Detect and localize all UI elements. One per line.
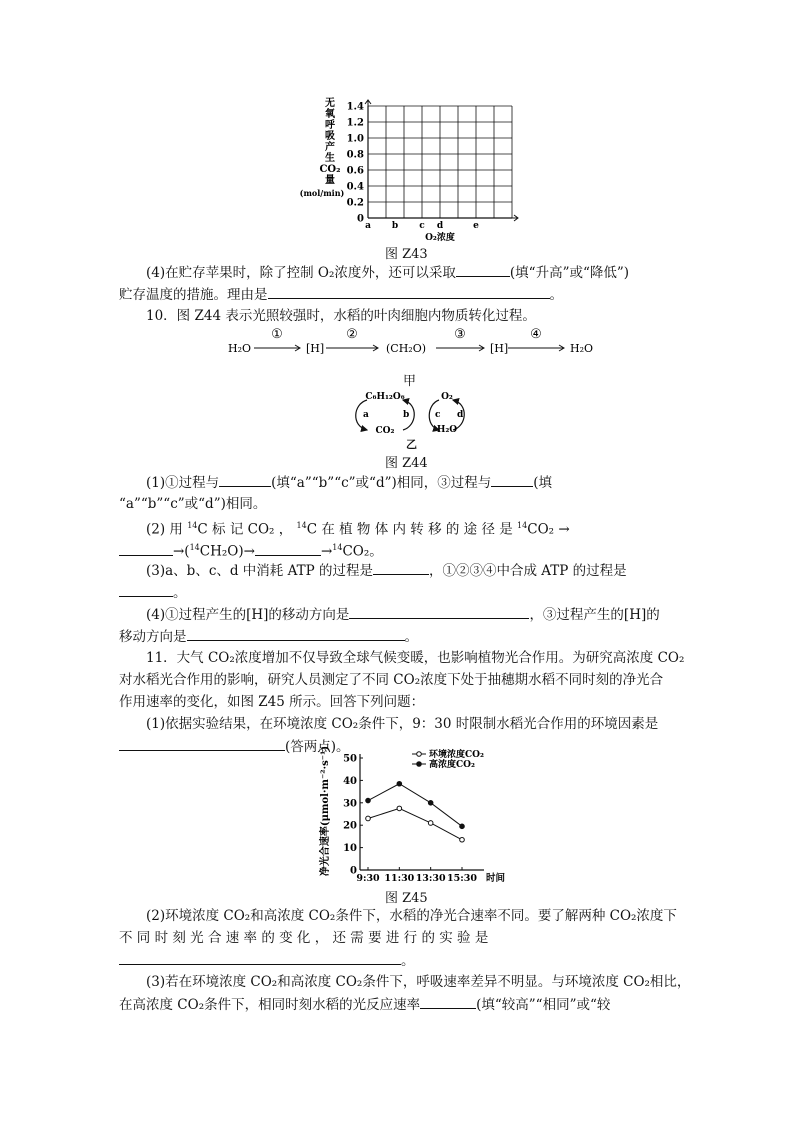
fig45-legend-marker	[417, 762, 422, 767]
fig43-grid	[365, 100, 518, 221]
q11-3-text-b: (填“较高”“相同”或“较	[476, 997, 611, 1013]
q10-3-text-b: ，①②③④中合成 ATP 的过程是	[429, 563, 627, 579]
q11-line1: 11．大气 CO₂浓度增加不仅导致全球气候变暖，也影响植物光合作用。为研究高浓度 CO₂	[146, 650, 685, 666]
q10-3-text-c: 。	[173, 585, 187, 601]
fig43-ylabel	[300, 96, 345, 198]
sup-14-b: 14	[296, 521, 307, 530]
fig43-xticks	[365, 221, 479, 231]
fig43-ylabel-char: 量	[325, 175, 335, 186]
q10-2-text-g: →	[320, 543, 333, 560]
q10-2-text-c: C 在 植 物 体 内 转 移 的 途 径 是	[306, 521, 513, 538]
fig45-point	[366, 816, 371, 821]
q11-1-line2	[119, 736, 350, 757]
q11-2-blank[interactable]	[119, 950, 401, 965]
fig43-ytick: 0.4	[346, 181, 364, 193]
fig44-right-bottom: H₂O	[436, 425, 458, 435]
fig44-step-label: ②	[346, 327, 358, 342]
fig43-xtick: a	[365, 221, 371, 231]
q10-2-text-d: CO₂ →	[527, 521, 570, 538]
fig43-ytick: 0.8	[346, 149, 364, 161]
fig45-point	[460, 824, 465, 829]
q11-1-line1: (1)依据实验结果，在环境浓度 CO₂条件下，9：30 时限制水稻光合作用的环境因素是	[146, 716, 659, 732]
q11-2-line2: 不 同 时 刻 光 合 速 率 的 变 化 ， 还 需 要 进 行 的 实 验 是	[119, 930, 489, 946]
fig45-series-line	[368, 784, 462, 827]
fig45-point	[428, 801, 433, 806]
fig43-ylabel-char: 氧	[325, 109, 335, 120]
fig44-step-label: ③	[454, 327, 466, 342]
fig43-ytick: 0	[357, 213, 364, 225]
fig43-ylabel-unit: (mol/min)	[300, 188, 345, 198]
q11-3-text-a: 在高浓度 CO₂条件下，相同时刻水稻的光反应速率	[119, 997, 421, 1013]
q10-2-text-a: (2) 用	[146, 521, 183, 538]
q10-4-text-b: ，③过程产生的[H]的	[529, 607, 660, 623]
q11-3-line1: (3)若在环境浓度 CO₂和高浓度 CO₂条件下，呼吸速率差异不明显。与环境浓度 CO₂相比，	[146, 974, 691, 990]
fig43-ylabel-char: 无	[325, 98, 335, 109]
fig43-ytick: 0.2	[346, 197, 364, 209]
fig45-ytick: 10	[343, 843, 357, 855]
fig45-xtick: 15:30	[447, 873, 477, 884]
fig43-x-arrow	[512, 215, 518, 221]
q10-1-line1	[146, 472, 552, 493]
fig45-xunit: 时间	[486, 873, 506, 884]
q10-2-blank-2[interactable]	[255, 541, 321, 556]
q11-1-text-b: (答两点)。	[285, 739, 350, 755]
q4-text-b: (填“升高”或“降低”)	[509, 265, 630, 281]
q10-1-line2: “a”“b”“c”或“d”)相同。	[119, 496, 267, 512]
fig43-ylabel-char: 生	[325, 153, 335, 164]
q11-2-line3	[119, 950, 415, 971]
sup-14-a: 14	[187, 521, 198, 530]
fig44-yi-label: 乙	[406, 438, 417, 451]
q10-4-text-d: 。	[404, 629, 418, 645]
fig44-step-label: ④	[530, 327, 542, 342]
fig43-grid-chart	[300, 96, 530, 256]
q4-text-c: 贮存温度的措施。理由是	[119, 287, 268, 303]
fig43-ytick: 0.6	[346, 165, 364, 177]
q10-1-text-c: (填	[533, 475, 553, 491]
q10-1-blank-1[interactable]	[219, 472, 271, 487]
fig45-xtick: 13:30	[415, 873, 446, 884]
fig44-chain-node: (CH₂O)	[386, 342, 427, 355]
fig45-point	[460, 837, 465, 842]
q4-line2	[119, 284, 563, 305]
fig43-ylabel-char: CO₂	[319, 164, 341, 175]
fig43-ytick: 1.2	[346, 117, 364, 129]
fig45-point	[428, 821, 433, 826]
q4-blank-2[interactable]	[268, 284, 550, 299]
q11-3-line2	[119, 994, 610, 1015]
q10-2-text-h: CO₂。	[342, 543, 383, 560]
q10-3-text-a: (3)a、b、c、d 中消耗 ATP 的过程是	[146, 563, 373, 579]
q10-2-text-f: CH₂O)→	[199, 543, 255, 560]
q10-2-line1	[146, 516, 570, 540]
fig43-caption: 图 Z43	[385, 247, 428, 262]
fig44-chain-node: [H]	[490, 342, 509, 355]
fig45-line-chart	[316, 746, 526, 886]
q10-2-text-e: →(	[173, 543, 190, 560]
fig45-ylabel: 净光合速率(μmol·m⁻²·s⁻¹)	[320, 746, 331, 877]
q10-2-text-b: C 标 记 CO₂ ，	[197, 521, 293, 538]
fig44-chain-node: H₂O	[570, 342, 594, 355]
fig43-xtick: b	[391, 221, 399, 231]
fig44-left-top: C₆H₁₂O₆	[365, 392, 405, 402]
q10-4-blank-2[interactable]	[187, 626, 405, 641]
q10-4-line1	[146, 604, 660, 625]
fig45-ytick: 30	[343, 798, 357, 810]
fig45-legend-marker	[417, 752, 422, 757]
q10-4-text-c: 移动方向是	[119, 629, 187, 645]
q10-4-text-a: (4)①过程产生的[H]的移动方向是	[146, 607, 350, 623]
fig43-ylabel-char: 吸	[325, 131, 335, 142]
q10-1-blank-2[interactable]	[491, 472, 533, 487]
q10-2-line2	[119, 538, 383, 562]
q11-2-line1: (2)环境浓度 CO₂和高浓度 CO₂条件下，水稻的净光合速率不同。要了解两种 CO₂浓度下	[146, 908, 677, 924]
fig44-label-d: d	[457, 410, 464, 420]
q10-3-line2	[119, 582, 187, 603]
fig43-y-arrow	[365, 100, 371, 106]
fig45-ytick: 50	[343, 753, 357, 765]
q10-4-blank-1[interactable]	[349, 604, 529, 619]
fig43-xtick: c	[419, 221, 425, 231]
fig43-xtick: e	[473, 221, 479, 231]
sup-14-c: 14	[517, 521, 528, 530]
q11-2-text-c: 。	[401, 953, 415, 969]
q10-3-line1	[146, 560, 627, 581]
fig44-label-b: b	[403, 410, 410, 420]
figure-z44-jia	[228, 326, 608, 362]
fig45-caption: 图 Z45	[385, 891, 428, 906]
fig43-yticks	[347, 102, 364, 225]
fig44-right-top: O₂	[441, 392, 453, 402]
q10-intro: 10．图 Z44 表示光照较强时，水稻的叶肉细胞内物质转化过程。	[146, 308, 536, 324]
figure-z43	[300, 96, 530, 256]
fig44-left-bottom: CO₂	[375, 426, 395, 436]
q4-text-d: 。	[549, 287, 563, 303]
fig43-ylabel-char: 产	[325, 142, 335, 153]
fig45-ytick: 20	[343, 820, 357, 832]
fig45-ytick: 40	[343, 775, 357, 787]
fig44-label-c: c	[435, 410, 441, 420]
fig45-legend-label: 环境浓度CO₂	[429, 750, 484, 760]
sup-14-d: 14	[189, 543, 200, 552]
fig45-series-line	[368, 808, 462, 839]
q4-line1	[146, 262, 629, 283]
fig45-point	[397, 781, 402, 786]
q10-1-text-b: (填“a”“b”“c”或“d”)相同，③过程与	[271, 475, 492, 491]
fig45-point	[366, 798, 371, 803]
fig43-ytick: 1.0	[346, 133, 364, 145]
fig44-label-a: a	[363, 410, 369, 420]
fig44-chain-node: [H]	[306, 342, 325, 355]
q4-text-a: (4)在贮存苹果时，除了控制 O₂浓度外，还可以采取	[146, 265, 456, 281]
fig44-jia-label: 甲	[403, 374, 417, 389]
q11-3-blank[interactable]	[420, 994, 476, 1009]
fig43-ytick: 1.4	[346, 101, 364, 113]
sup-14-e: 14	[332, 543, 343, 552]
fig45-point	[397, 806, 402, 811]
figure-z45	[316, 746, 526, 886]
q10-2-blank-1[interactable]	[119, 541, 173, 556]
q10-1-text-a: (1)①过程与	[146, 475, 220, 491]
q4-blank-1[interactable]	[456, 262, 510, 277]
fig45-legend-label: 高浓度CO₂	[429, 760, 475, 770]
fig43-xtick: d	[436, 221, 444, 231]
q11-line2: 对水稻光合作用的影响，研究人员测定了不同 CO₂浓度下处于抽穗期水稻不同时刻的净光合	[119, 672, 664, 688]
fig45-xtick: 11:30	[384, 873, 415, 884]
fig44-chain-node: H₂O	[228, 342, 252, 355]
q10-3-blank-1[interactable]	[373, 560, 429, 575]
q11-1-blank[interactable]	[119, 736, 285, 751]
fig43-xlabel: O₂浓度	[425, 233, 455, 243]
fig45-xtick: 9:30	[356, 873, 380, 884]
q11-line3: 作用速率的变化，如图 Z45 所示。回答下列问题：	[119, 694, 425, 710]
fig44-step-label: ①	[271, 327, 283, 342]
q10-4-line2	[119, 626, 418, 647]
fig45-ytick: 0	[350, 865, 357, 877]
q10-3-blank-2[interactable]	[119, 582, 173, 597]
fig43-ylabel-char: 呼	[325, 120, 335, 131]
fig44-caption: 图 Z44	[385, 456, 428, 471]
fig44-chain-diagram	[228, 326, 608, 362]
